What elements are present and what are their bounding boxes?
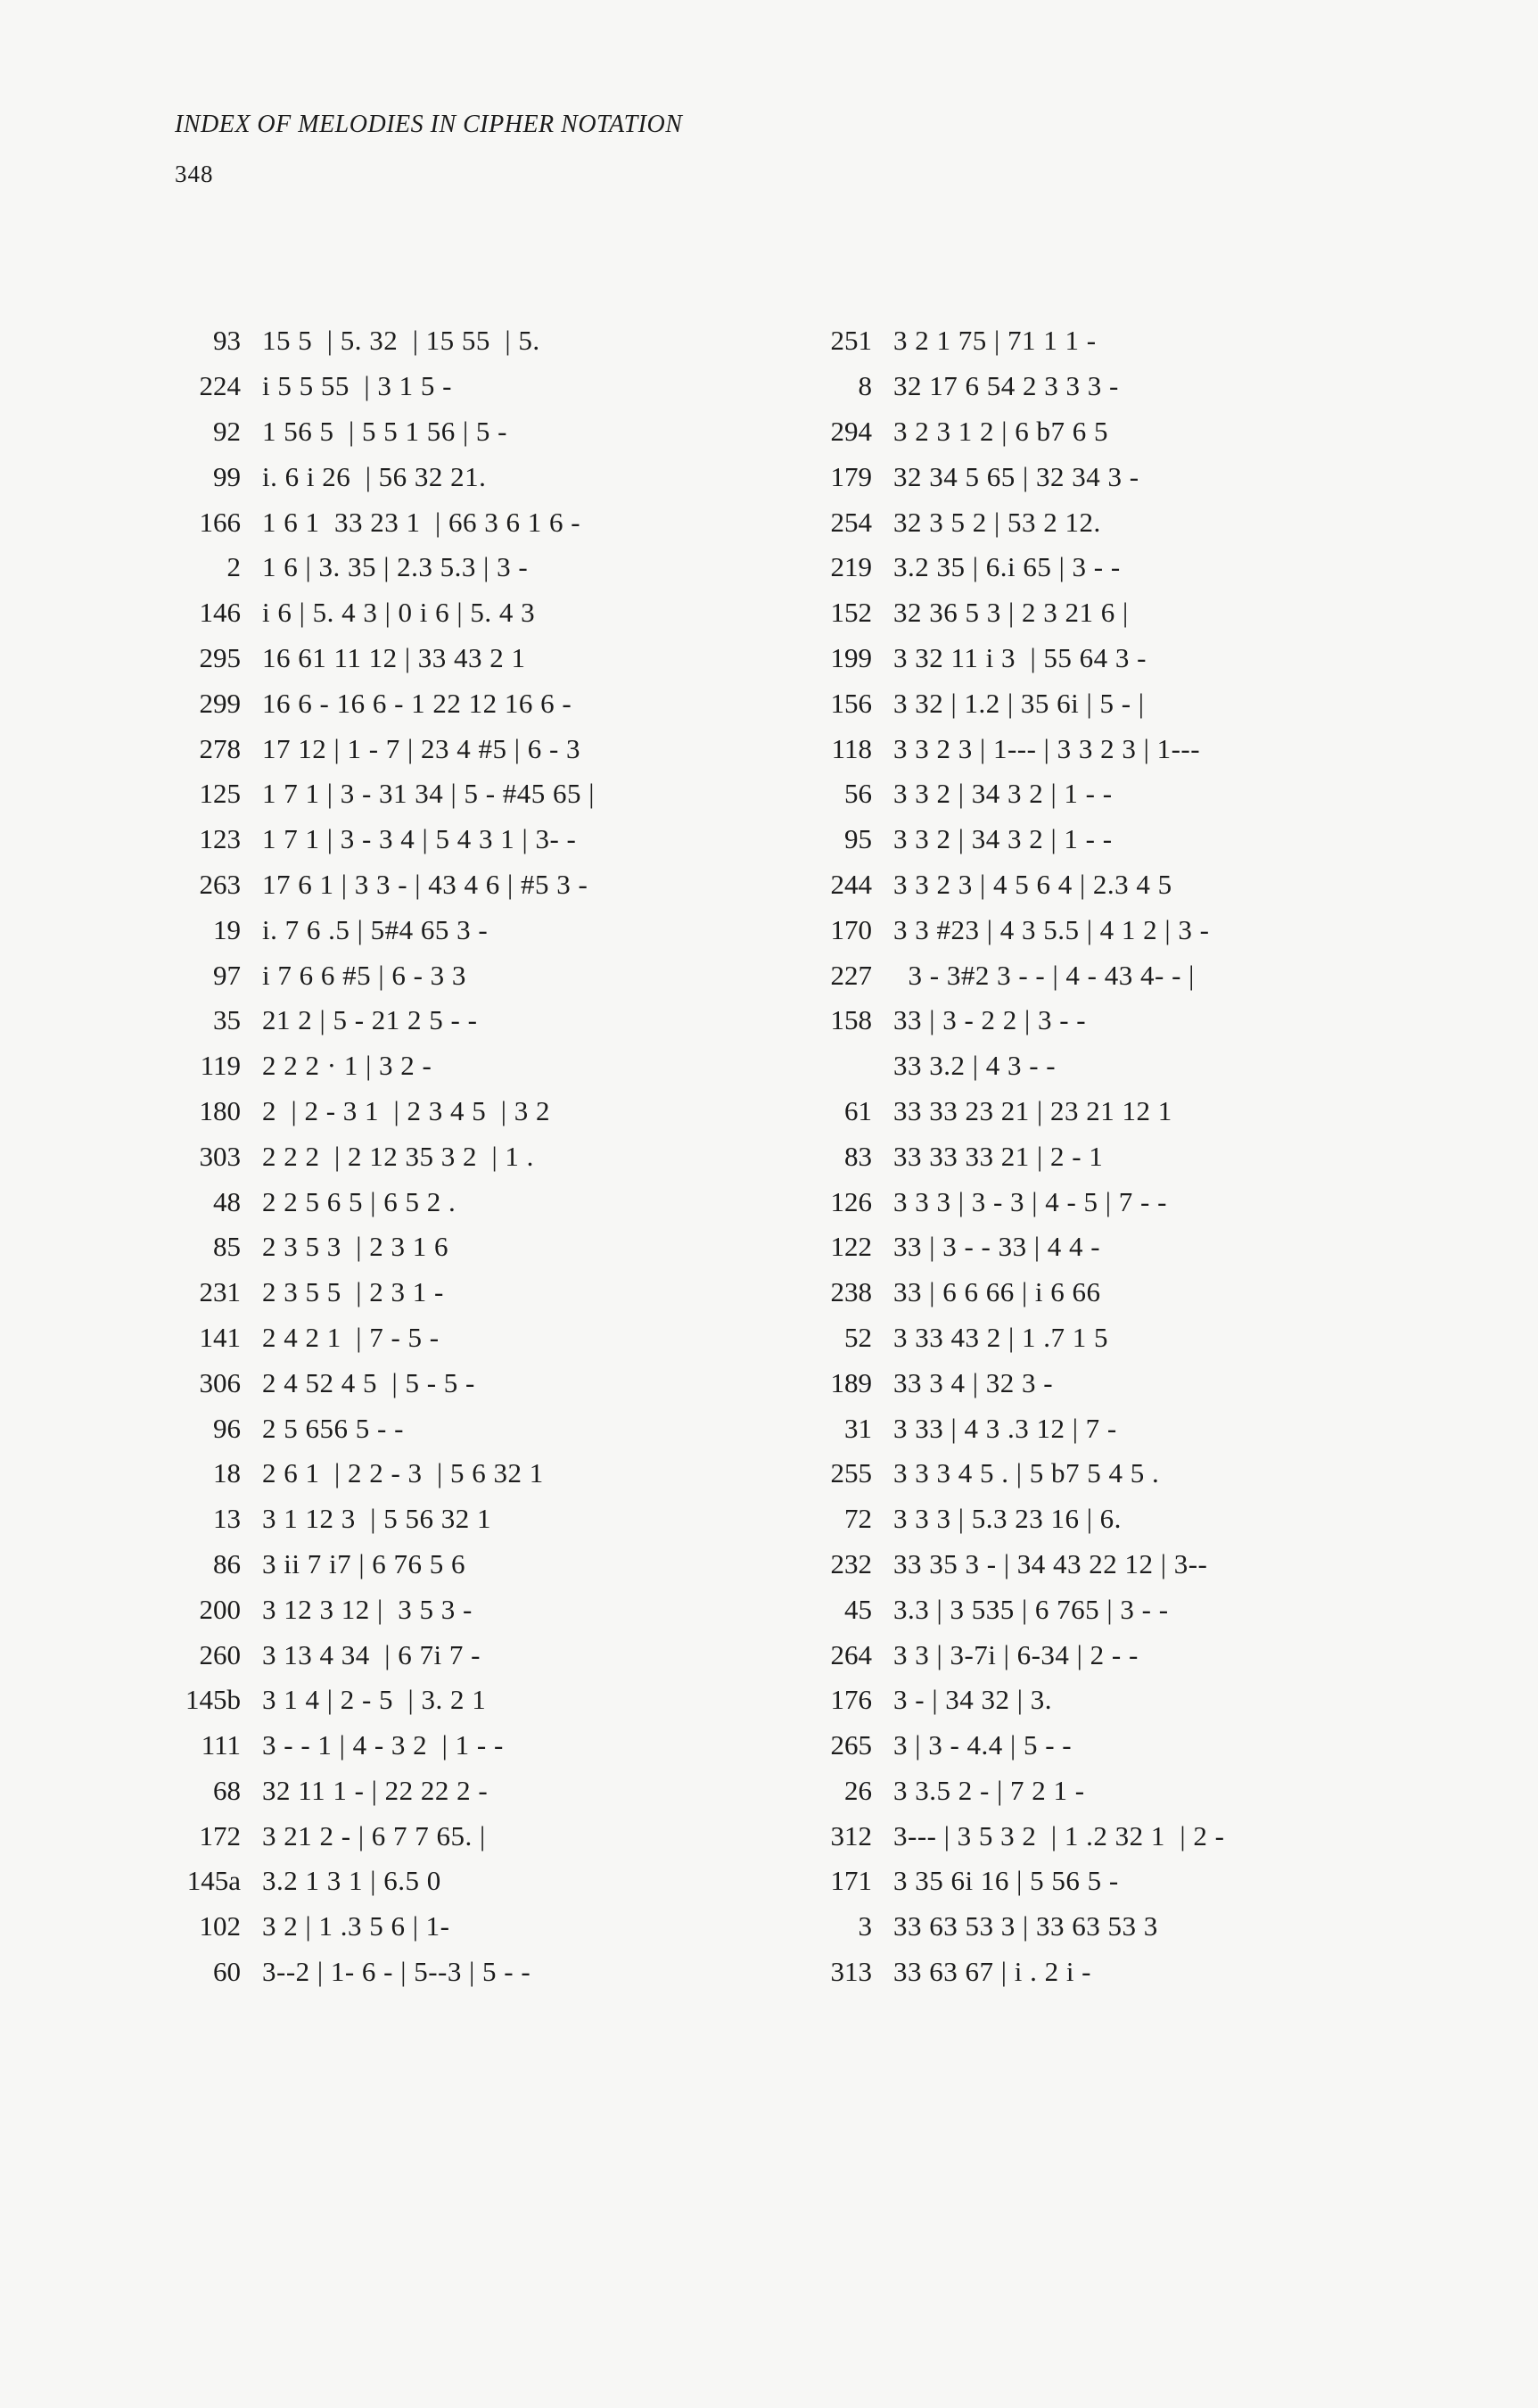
cipher-notation: 3 2 | 1 .3 5 6 | 1- — [262, 1910, 450, 1942]
melody-number: 263 — [199, 868, 241, 900]
cipher-notation: 2 | 2 - 3 1 | 2 3 4 5 | 3 2 — [262, 1094, 550, 1126]
cipher-notation: 2 2 2 · 1 | 3 2 - — [262, 1050, 432, 1082]
melody-number: 56 — [844, 778, 872, 810]
melody-number: 85 — [213, 1231, 241, 1263]
cipher-notation: 33 3.2 | 4 3 - - — [893, 1050, 1057, 1082]
melody-number: 227 — [830, 959, 872, 991]
melody-entry — [178, 409, 802, 455]
melody-entry — [178, 1678, 802, 1723]
cipher-notation: 33 | 6 6 66 | i 6 66 — [893, 1276, 1101, 1308]
melody-entry — [178, 1813, 802, 1859]
melody-number: 232 — [830, 1547, 872, 1579]
cipher-notation: 3 | 3 - 4.4 | 5 - - — [893, 1729, 1073, 1761]
melody-number: 86 — [213, 1547, 241, 1579]
melody-number: 61 — [844, 1094, 872, 1126]
melody-number: 294 — [830, 415, 872, 447]
cipher-notation: i 5 5 55 | 3 1 5 - — [262, 370, 452, 402]
cipher-notation: 3 12 3 12 | 3 5 3 - — [262, 1593, 473, 1625]
cipher-notation: 33 | 3 - - 33 | 4 4 - — [893, 1231, 1101, 1263]
cipher-notation: 3 - - 1 | 4 - 3 2 | 1 - - — [262, 1729, 504, 1761]
melody-number: 93 — [213, 325, 241, 357]
melody-number: 123 — [199, 823, 241, 855]
cipher-notation: i. 7 6 .5 | 5#4 65 3 - — [262, 913, 489, 945]
cipher-notation: 33 33 23 21 | 23 21 12 1 — [893, 1094, 1172, 1126]
melody-number: 306 — [199, 1366, 241, 1398]
melody-entry — [178, 1225, 802, 1270]
melody-entry — [178, 636, 802, 681]
melody-number: 92 — [213, 415, 241, 447]
melody-entry — [802, 318, 1480, 364]
cipher-notation: 33 3 4 | 32 3 - — [893, 1366, 1054, 1398]
melody-entry — [802, 590, 1480, 636]
melody-number: 125 — [199, 778, 241, 810]
melody-number: 238 — [830, 1276, 872, 1308]
cipher-notation: 1 56 5 | 5 5 1 56 | 5 - — [262, 415, 507, 447]
cipher-notation: 3.3 | 3 535 | 6 765 | 3 - - — [893, 1593, 1169, 1625]
melody-entry — [802, 1723, 1480, 1769]
melody-entry — [178, 1406, 802, 1451]
melody-entry — [802, 1904, 1480, 1950]
melody-number: 312 — [830, 1819, 872, 1851]
cipher-notation: 3 2 1 75 | 71 1 1 - — [893, 325, 1097, 357]
melody-number: 219 — [830, 551, 872, 583]
cipher-notation: 16 6 - 16 6 - 1 22 12 16 6 - — [262, 687, 572, 719]
melody-number: 52 — [844, 1321, 872, 1353]
cipher-notation: i. 6 i 26 | 56 32 21. — [262, 460, 487, 492]
melody-number: 158 — [830, 1004, 872, 1036]
melody-number: 141 — [199, 1321, 241, 1353]
melody-entry — [178, 680, 802, 726]
melody-entry — [802, 1632, 1480, 1678]
cipher-notation: 3 1 12 3 | 5 56 32 1 — [262, 1503, 491, 1535]
melody-number: 264 — [830, 1638, 872, 1670]
melody-entry — [178, 1360, 802, 1406]
melody-entry — [178, 1315, 802, 1361]
melody-number: 176 — [830, 1684, 872, 1716]
cipher-notation: 15 5 | 5. 32 | 15 55 | 5. — [262, 325, 540, 357]
melody-entry — [178, 907, 802, 952]
melody-number: 18 — [213, 1457, 241, 1489]
melody-entry — [802, 1270, 1480, 1315]
melody-entry — [178, 1134, 802, 1179]
melody-number: 180 — [199, 1094, 241, 1126]
melody-number: 2 — [226, 551, 241, 583]
cipher-notation: 3--2 | 1- 6 - | 5--3 | 5 - - — [262, 1956, 531, 1988]
melody-number: 35 — [213, 1004, 241, 1036]
melody-entry — [178, 454, 802, 499]
melody-entry — [178, 952, 802, 998]
melody-number: 19 — [213, 913, 241, 945]
melody-entry — [178, 862, 802, 908]
melody-number: 145a — [186, 1865, 241, 1897]
cipher-notation: 3 32 | 1.2 | 35 6i | 5 - | — [893, 687, 1145, 719]
melody-entry — [802, 1950, 1480, 1995]
cipher-notation: 3 2 3 1 2 | 6 b7 6 5 — [893, 415, 1108, 447]
melody-entry — [178, 1179, 802, 1225]
cipher-notation: 3 21 2 - | 6 7 7 65. | — [262, 1819, 486, 1851]
cipher-notation: 3 3 2 | 34 3 2 | 1 - - — [893, 823, 1113, 855]
melody-entry — [802, 1406, 1480, 1451]
melody-entry — [178, 817, 802, 862]
cipher-notation: 3.2 35 | 6.i 65 | 3 - - — [893, 551, 1121, 583]
melody-entry — [178, 1043, 802, 1089]
cipher-notation: 33 35 3 - | 34 43 22 12 | 3-- — [893, 1547, 1208, 1579]
cipher-notation: 3 - | 34 32 | 3. — [893, 1684, 1052, 1716]
melody-number: 166 — [199, 506, 241, 538]
melody-entry — [802, 1769, 1480, 1814]
melody-number: 111 — [201, 1729, 241, 1761]
cipher-notation: 3 3.5 2 - | 7 2 1 - — [893, 1774, 1085, 1806]
melody-number: 118 — [831, 732, 872, 764]
cipher-notation: 3 32 11 i 3 | 55 64 3 - — [893, 641, 1147, 673]
cipher-notation: 3 13 4 34 | 6 7i 7 - — [262, 1638, 481, 1670]
melody-number: 170 — [830, 913, 872, 945]
cipher-notation: 2 6 1 | 2 2 - 3 | 5 6 32 1 — [262, 1457, 544, 1489]
melody-entry — [802, 862, 1480, 908]
melody-number: 26 — [844, 1774, 872, 1806]
melody-entry — [802, 1043, 1480, 1089]
cipher-notation: 32 34 5 65 | 32 34 3 - — [893, 460, 1139, 492]
melody-entry — [802, 680, 1480, 726]
melody-number: 313 — [830, 1956, 872, 1988]
melody-entry — [178, 1950, 802, 1995]
melody-number: 199 — [830, 641, 872, 673]
melody-entry — [178, 1497, 802, 1542]
cipher-notation: 3 3 3 | 3 - 3 | 4 - 5 | 7 - - — [893, 1185, 1167, 1217]
cipher-notation: 33 33 33 21 | 2 - 1 — [893, 1140, 1104, 1172]
cipher-notation: 3 33 43 2 | 1 .7 1 5 — [893, 1321, 1108, 1353]
melody-entry — [178, 1542, 802, 1587]
cipher-notation: 3 3 2 3 | 4 5 6 4 | 2.3 4 5 — [893, 868, 1172, 900]
melody-number: 303 — [199, 1140, 241, 1172]
cipher-notation: 3 1 4 | 2 - 5 | 3. 2 1 — [262, 1684, 487, 1716]
melody-entry — [802, 1315, 1480, 1361]
melody-entry — [802, 1497, 1480, 1542]
melody-number: 254 — [830, 506, 872, 538]
melody-entry — [178, 1723, 802, 1769]
melody-number: 251 — [830, 325, 872, 357]
melody-number: 189 — [830, 1366, 872, 1398]
melody-number: 68 — [213, 1774, 241, 1806]
cipher-notation: 33 63 67 | i . 2 i - — [893, 1956, 1092, 1988]
melody-number: 224 — [199, 370, 241, 402]
melody-entry — [178, 1089, 802, 1134]
melody-entry — [178, 364, 802, 409]
cipher-notation: 3 - 3#2 3 - - | 4 - 43 4- - | — [893, 959, 1195, 991]
cipher-notation: 3 3 3 4 5 . | 5 b7 5 4 5 . — [893, 1457, 1160, 1489]
cipher-notation: 16 61 11 12 | 33 43 2 1 — [262, 641, 526, 673]
cipher-notation: 1 6 1 33 23 1 | 66 3 6 1 6 - — [262, 506, 581, 538]
cipher-notation: 2 3 5 5 | 2 3 1 - — [262, 1276, 444, 1308]
page-number: 348 — [175, 161, 214, 187]
cipher-notation: 2 5 656 5 - - — [262, 1412, 404, 1444]
page-header — [175, 111, 682, 188]
cipher-notation: 32 17 6 54 2 3 3 3 - — [893, 370, 1119, 402]
cipher-notation: 33 63 53 3 | 33 63 53 3 — [893, 1910, 1158, 1942]
melody-entry — [802, 726, 1480, 771]
melody-number: 122 — [830, 1231, 872, 1263]
cipher-notation: 17 6 1 | 3 3 - | 43 4 6 | #5 3 - — [262, 868, 588, 900]
melody-entry — [178, 771, 802, 817]
melody-number: 244 — [830, 868, 872, 900]
melody-entry — [802, 817, 1480, 862]
melody-number: 83 — [844, 1140, 872, 1172]
cipher-notation: 3 3 2 3 | 1--- | 3 3 2 3 | 1--- — [893, 732, 1201, 764]
melody-entry — [802, 499, 1480, 545]
melody-entry — [178, 590, 802, 636]
melody-number: 200 — [199, 1593, 241, 1625]
melody-number: 60 — [213, 1956, 241, 1988]
cipher-notation: 2 4 52 4 5 | 5 - 5 - — [262, 1366, 475, 1398]
melody-number: 99 — [213, 460, 241, 492]
cipher-notation: 21 2 | 5 - 21 2 5 - - — [262, 1004, 478, 1036]
cipher-notation: 2 3 5 3 | 2 3 1 6 — [262, 1231, 448, 1263]
cipher-notation: 1 6 | 3. 35 | 2.3 5.3 | 3 - — [262, 551, 529, 583]
melody-number: 8 — [858, 370, 872, 402]
melody-entry — [802, 409, 1480, 455]
melody-entry — [178, 499, 802, 545]
melody-entry — [178, 1587, 802, 1632]
melody-number: 31 — [844, 1412, 872, 1444]
melody-number: 13 — [213, 1503, 241, 1535]
cipher-notation: 3.2 1 3 1 | 6.5 0 — [262, 1865, 441, 1897]
melody-number: 156 — [830, 687, 872, 719]
cipher-notation: 3 3 3 | 5.3 23 16 | 6. — [893, 1503, 1122, 1535]
melody-entry — [802, 998, 1480, 1043]
melody-entry — [802, 636, 1480, 681]
melody-entry — [178, 726, 802, 771]
melody-number: 119 — [200, 1050, 241, 1082]
cipher-notation: 3 35 6i 16 | 5 56 5 - — [893, 1865, 1119, 1897]
melody-entry — [802, 1542, 1480, 1587]
cipher-notation: 3 ii 7 i7 | 6 76 5 6 — [262, 1547, 466, 1579]
cipher-notation: i 6 | 5. 4 3 | 0 i 6 | 5. 4 3 — [262, 597, 536, 629]
melody-entry — [802, 1678, 1480, 1723]
melody-number: 179 — [830, 460, 872, 492]
melody-entry — [178, 545, 802, 590]
cipher-notation: 17 12 | 1 - 7 | 23 4 #5 | 6 - 3 — [262, 732, 581, 764]
melody-entry — [802, 1089, 1480, 1134]
melody-number: 152 — [830, 597, 872, 629]
right-melody-column — [802, 318, 1480, 1994]
cipher-notation: 3 3 2 | 34 3 2 | 1 - - — [893, 778, 1113, 810]
melody-entry — [802, 1360, 1480, 1406]
melody-entry — [802, 1451, 1480, 1497]
melody-number: 172 — [199, 1819, 241, 1851]
running-title: INDEX OF MELODIES IN CIPHER NOTATION — [175, 111, 683, 138]
melody-entry — [802, 1225, 1480, 1270]
melody-entry — [802, 952, 1480, 998]
melody-entry — [178, 1270, 802, 1315]
cipher-notation: 2 2 5 6 5 | 6 5 2 . — [262, 1185, 456, 1217]
cipher-notation: i 7 6 6 #5 | 6 - 3 3 — [262, 959, 466, 991]
melody-entry — [178, 1632, 802, 1678]
melody-number: 95 — [844, 823, 872, 855]
melody-entry — [802, 771, 1480, 817]
melody-entry — [178, 1451, 802, 1497]
melody-entry — [802, 907, 1480, 952]
cipher-notation: 32 11 1 - | 22 22 2 - — [262, 1774, 489, 1806]
melody-entry — [178, 318, 802, 364]
cipher-notation: 2 4 2 1 | 7 - 5 - — [262, 1321, 440, 1353]
melody-entry — [802, 1179, 1480, 1225]
melody-entry — [802, 1587, 1480, 1632]
melody-number: 299 — [199, 687, 241, 719]
melody-entry — [802, 1859, 1480, 1904]
melody-number: 3 — [858, 1910, 872, 1942]
melody-entry — [178, 1859, 802, 1904]
left-melody-column — [178, 318, 802, 1994]
melody-entry — [802, 545, 1480, 590]
melody-entry — [802, 1134, 1480, 1179]
melody-entry — [178, 998, 802, 1043]
melody-number: 145b — [185, 1684, 241, 1716]
cipher-notation: 32 3 5 2 | 53 2 12. — [893, 506, 1101, 538]
melody-number: 102 — [199, 1910, 241, 1942]
cipher-notation: 3 33 | 4 3 .3 12 | 7 - — [893, 1412, 1117, 1444]
melody-entry — [802, 1813, 1480, 1859]
melody-number: 48 — [213, 1185, 241, 1217]
melody-entry — [178, 1904, 802, 1950]
melody-entry — [178, 1769, 802, 1814]
cipher-notation: 33 | 3 - 2 2 | 3 - - — [893, 1004, 1087, 1036]
cipher-notation: 3 3 #23 | 4 3 5.5 | 4 1 2 | 3 - — [893, 913, 1210, 945]
cipher-notation: 1 7 1 | 3 - 31 34 | 5 - #45 65 | — [262, 778, 596, 810]
melody-number: 260 — [199, 1638, 241, 1670]
melody-entry — [802, 364, 1480, 409]
melody-number: 295 — [199, 641, 241, 673]
melody-number: 231 — [199, 1276, 241, 1308]
cipher-notation: 2 2 2 | 2 12 35 3 2 | 1 . — [262, 1140, 534, 1172]
cipher-notation: 32 36 5 3 | 2 3 21 6 | — [893, 597, 1129, 629]
melody-number: 97 — [213, 959, 241, 991]
melody-number: 278 — [199, 732, 241, 764]
melody-number: 265 — [830, 1729, 872, 1761]
melody-number: 96 — [213, 1412, 241, 1444]
cipher-notation: 3 3 | 3-7i | 6-34 | 2 - - — [893, 1638, 1139, 1670]
cipher-notation: 3--- | 3 5 3 2 | 1 .2 32 1 | 2 - — [893, 1819, 1225, 1851]
melody-number: 146 — [199, 597, 241, 629]
melody-entry — [802, 454, 1480, 499]
melody-number: 45 — [844, 1593, 872, 1625]
melody-number: 126 — [830, 1185, 872, 1217]
melody-number: 171 — [830, 1865, 872, 1897]
melody-number: 255 — [830, 1457, 872, 1489]
melody-number: 72 — [844, 1503, 872, 1535]
cipher-notation: 1 7 1 | 3 - 3 4 | 5 4 3 1 | 3- - — [262, 823, 577, 855]
